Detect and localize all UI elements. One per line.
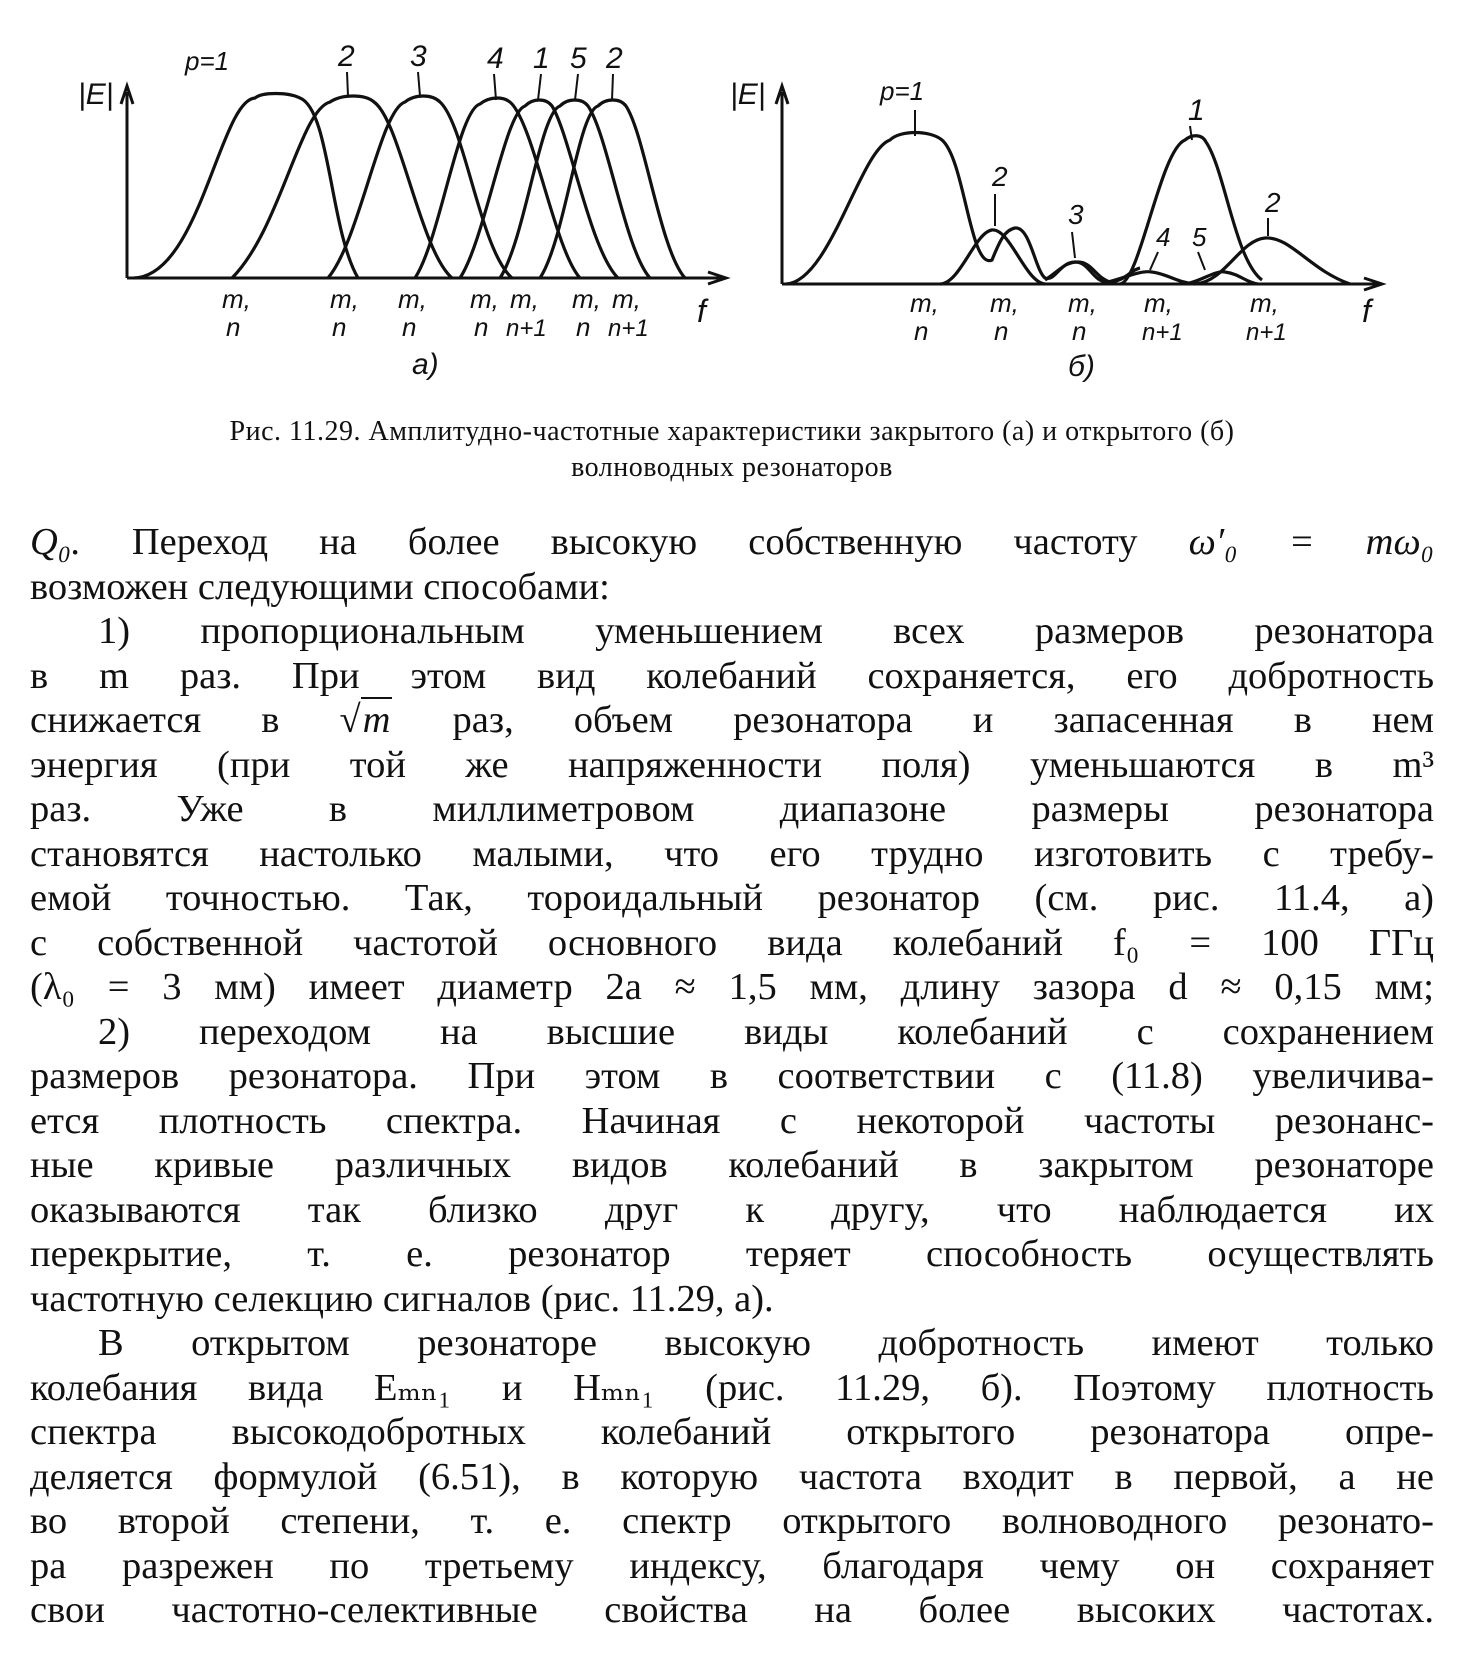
text-line: емой точностью. Так, тороидальный резонатор (см. рис. 11.4, а) xyxy=(30,877,1434,919)
caption-label: Рис. 11.29. xyxy=(229,416,361,447)
text-line: 2) переходом на высшие виды колебаний с сохранением xyxy=(98,1010,1434,1053)
panel-b-x-label: f xyxy=(1362,293,1371,329)
panel-a-curve-p1 xyxy=(134,94,358,279)
panel-a-peak-label: p=1 xyxy=(185,46,230,76)
formula: ω′₀ = mω₀ xyxy=(1188,521,1435,563)
text-line: ные кривые различных видов колебаний в закрытом резонаторе xyxy=(30,1144,1434,1186)
text-line: энергия (при той же напряженности поля) уменьшаются в m³ xyxy=(30,743,1434,786)
text-line: свои частотно-селективные свойства на более высоких частотах. xyxy=(30,1589,1434,1631)
panel-a-curve-p5 xyxy=(500,100,650,278)
panel-a-tick-bottom: n+1 xyxy=(506,315,547,342)
panel-b-curve-p5 xyxy=(1185,272,1258,284)
panel-a-y-label: |E| xyxy=(78,78,114,111)
text-line: во второй степени, т. е. спектр открытого волноводного резонато- xyxy=(30,1500,1434,1542)
panel-b-curve-p2-n1 xyxy=(1195,238,1350,284)
panel-a-tick-bottom: n xyxy=(332,312,347,342)
text-line: частотную селекцию сигналов (рис. 11.29, а). xyxy=(30,1277,774,1320)
panel-a-label: а) xyxy=(412,348,439,381)
panel-a-tick-top: m, xyxy=(398,284,427,314)
panel-a-tick-bottom: n xyxy=(402,312,417,342)
figure-11-29 xyxy=(0,0,1464,400)
text-line: размеров резонатора. При этом в соответствии с (11.8) увеличива- xyxy=(30,1055,1434,1097)
text-line: деляется формулой (6.51), в которую частота входит в первой, а не xyxy=(30,1455,1434,1498)
caption-line-2: волноводных резонаторов xyxy=(571,452,893,483)
text-line: перекрытие, т. е. резонатор теряет способность осуществлять xyxy=(30,1233,1434,1275)
panel-a-tick-top: m, xyxy=(330,284,359,314)
panel-b-peak-label: 5 xyxy=(1192,222,1207,252)
text-line: снижается в √m раз, объем резонатора и запасенная в нем xyxy=(30,699,1434,741)
panel-a-curve-p2 xyxy=(232,96,452,278)
text-line: колебания вида Eₘₙ₁ и Hₘₙ₁ (рис. 11.29, б). Поэтому плотность xyxy=(30,1366,1434,1409)
panel-b-tick-top: m, xyxy=(1144,288,1173,318)
panel-a-x-label: f xyxy=(697,293,706,329)
text-line: возможен следующими способами: xyxy=(30,565,610,608)
text-line: Q₀. Переход на более высокую собственную частоту ω′₀ = mω₀ xyxy=(30,521,1435,563)
panel-b-tick-top: m, xyxy=(910,288,939,318)
panel-a-tick-bottom: n+1 xyxy=(608,315,649,342)
panel-b-tick-top: m, xyxy=(1250,288,1279,318)
panel-a-tick-top: m, xyxy=(470,284,499,314)
panel-b-peak-label: p=1 xyxy=(880,76,925,106)
panel-b-peak-label: 1 xyxy=(1188,94,1205,127)
text-line: (λ₀ = 3 мм) имеет диаметр 2a ≈ 1,5 мм, длину зазора d ≈ 0,15 мм; xyxy=(30,966,1434,1008)
caption-text: Амплитудно-частотные характеристики закрытого (а) и открытого (б) xyxy=(368,416,1235,447)
panel-a-tick-top: m, xyxy=(510,284,539,314)
text-line: оказываются так близко друг к другу, что наблюдается их xyxy=(30,1188,1434,1231)
panel-a-peak-label: 1 xyxy=(533,42,550,75)
panel-a-curve-p1-n1 xyxy=(460,100,618,278)
text-line: с собственной частотой основного вида колебаний f₀ = 100 ГГц xyxy=(30,921,1434,964)
panel-a-tick-bottom: n xyxy=(576,312,591,342)
panel-a-tick-top: m, xyxy=(612,284,641,314)
panel-a-curve-p3 xyxy=(328,96,512,278)
text-line: В открытом резонаторе высокую добротность имеют только xyxy=(98,1322,1434,1364)
body-text xyxy=(30,520,1434,1633)
panel-b-tick-bottom: n xyxy=(1072,316,1087,346)
panel-a-peak-label: 2 xyxy=(338,40,355,73)
sqrt-expression: √m xyxy=(339,699,391,741)
panel-a-leader xyxy=(347,72,613,100)
panel-a-tick-top: m, xyxy=(222,284,251,314)
panel-b-peak-label: 2 xyxy=(992,161,1008,192)
panel-a-curve-p4 xyxy=(415,98,580,278)
text-line: ра разрежен по третьему индексу, благодаря чему он сохраняет xyxy=(30,1544,1434,1587)
text-line: раз. Уже в миллиметровом диапазоне размеры резонатора xyxy=(30,788,1434,830)
caption-line-1 xyxy=(32,414,1432,450)
panel-a-peak-label: 3 xyxy=(410,40,427,73)
panel-b-peak-label: 4 xyxy=(1156,222,1171,252)
panel-a-tick-top: m, xyxy=(572,284,601,314)
text-line: 1) пропорциональным уменьшением всех размеров резонатора xyxy=(98,610,1434,652)
panel-a xyxy=(78,40,726,381)
panel-b-leader xyxy=(915,110,1268,270)
text-line: в m раз. При этом вид колебаний сохраняется, его добротность xyxy=(30,654,1434,697)
panel-b-label: б) xyxy=(1068,350,1095,383)
panel-b-y-label: |E| xyxy=(730,78,766,111)
text-line: ется плотность спектра. Начиная с некоторой частоты резонанс- xyxy=(30,1099,1434,1142)
panel-a-peak-label: 5 xyxy=(570,42,587,75)
panel-b xyxy=(730,76,1382,383)
panel-b-tick-bottom: n+1 xyxy=(1142,319,1183,346)
panel-a-peak-label: 4 xyxy=(487,42,504,75)
q0-symbol: Q₀. xyxy=(30,521,81,563)
panel-b-tick-top: m, xyxy=(990,288,1019,318)
panel-a-peak-label: 2 xyxy=(606,42,623,75)
text-line: становятся настолько малыми, что его трудно изготовить с требу- xyxy=(30,832,1434,875)
text-line: спектра высокодобротных колебаний открытого резонатора опре- xyxy=(30,1411,1434,1453)
panel-a-tick-bottom: n xyxy=(226,312,241,342)
panel-b-curve-p1-n1 xyxy=(1120,136,1262,284)
panel-b-tick-bottom: n+1 xyxy=(1246,319,1287,346)
panel-a-tick-bottom: n xyxy=(474,312,489,342)
panel-b-tick-bottom: n xyxy=(994,316,1009,346)
panel-b-peak-label: 3 xyxy=(1068,199,1084,230)
panel-b-tick-top: m, xyxy=(1068,288,1097,318)
panel-b-peak-label: 2 xyxy=(1265,187,1281,218)
figure-caption xyxy=(32,414,1432,486)
panel-b-tick-bottom: n xyxy=(914,316,929,346)
